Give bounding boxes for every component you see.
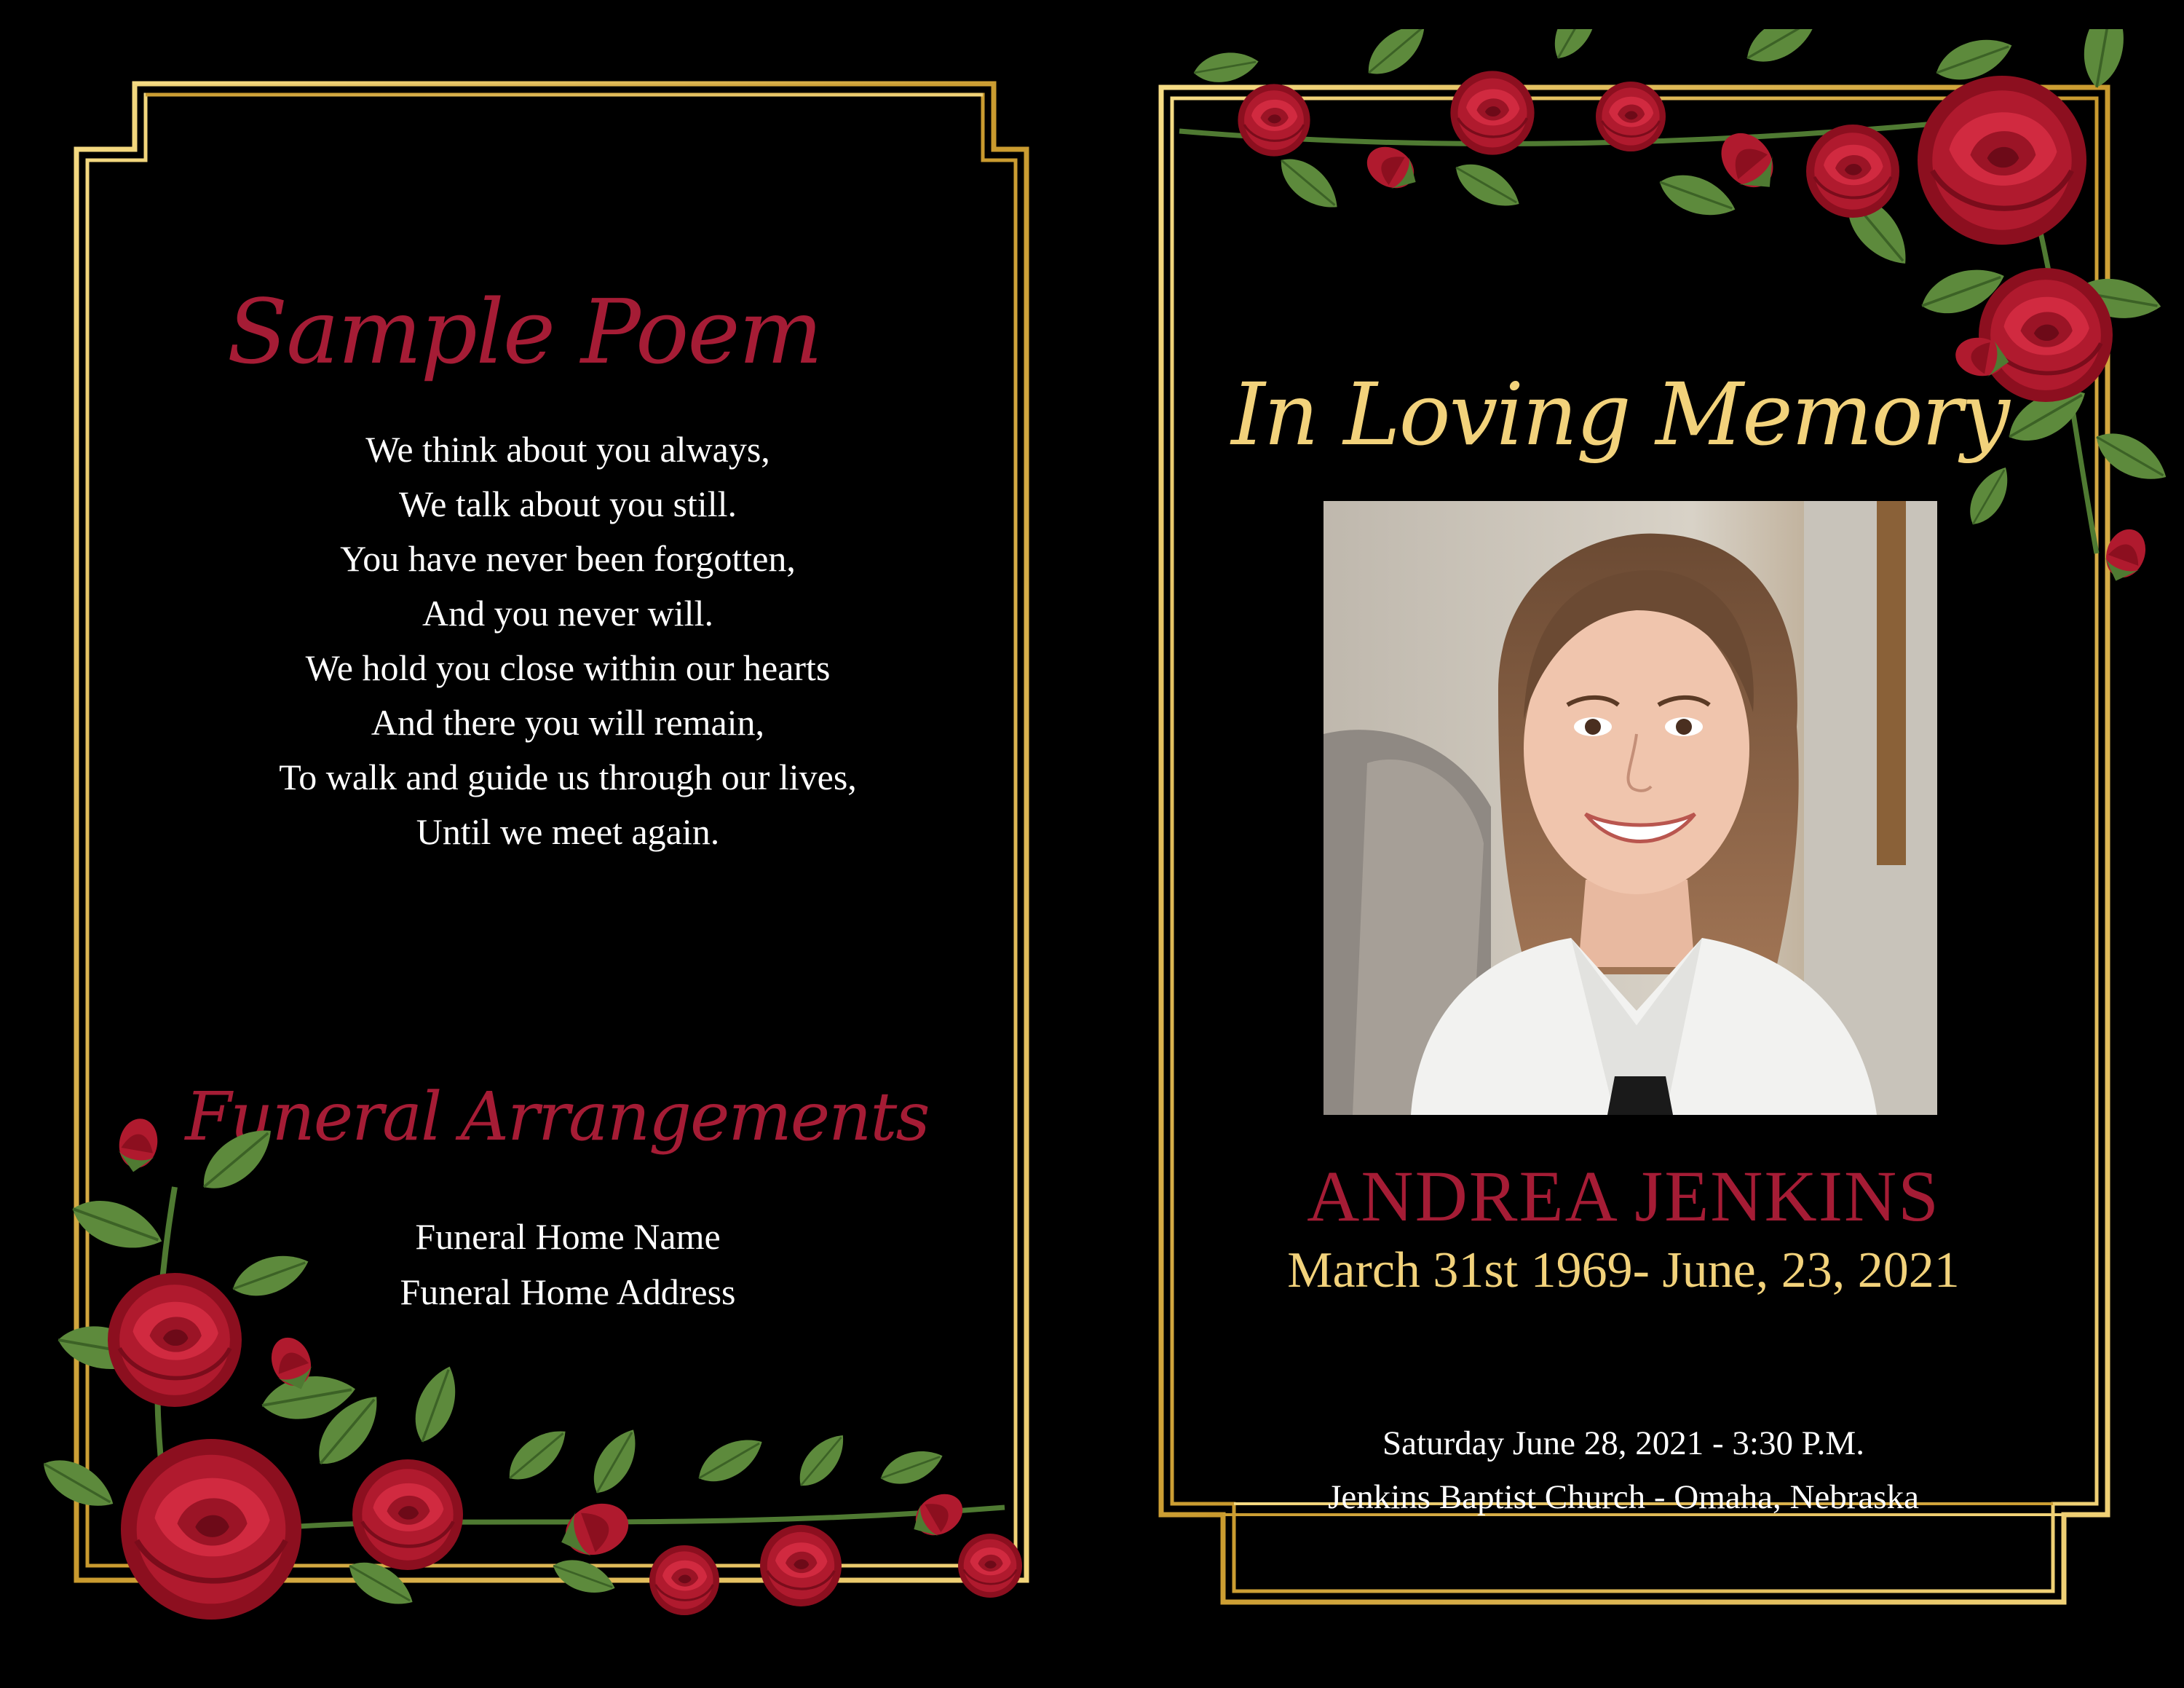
poem-line: And you never will.	[422, 593, 713, 634]
right-panel	[1092, 0, 2184, 1688]
poem-line: We talk about you still.	[399, 484, 737, 524]
deceased-name: ANDREA JENKINS	[1307, 1156, 1940, 1237]
portrait-image	[1324, 501, 1937, 1115]
poem-line: And there you will remain,	[371, 702, 765, 743]
poem-line: Until we meet again.	[416, 811, 720, 852]
funeral-home-address: Funeral Home Address	[400, 1271, 736, 1312]
in-loving-memory-title: In Loving Memory	[1231, 364, 2009, 465]
funeral-home-name: Funeral Home Name	[415, 1216, 721, 1257]
poem-line: To walk and guide us through our lives,	[279, 757, 857, 797]
service-details	[1165, 1416, 2082, 1524]
poem-line: We hold you close within our hearts	[305, 647, 831, 688]
poem-title: Sample Poem	[226, 280, 822, 384]
poem-line: You have never been forgotten,	[340, 538, 796, 579]
service-datetime: Saturday June 28, 2021 - 3:30 P.M.	[1382, 1424, 1864, 1462]
poem-text	[131, 422, 1005, 859]
service-location: Jenkins Baptist Church - Omaha, Nebraska	[1328, 1478, 1919, 1516]
arrangements-title: Funeral Arrangements	[185, 1078, 929, 1156]
life-dates: March 31st 1969- June, 23, 2021	[1287, 1242, 1960, 1298]
poem-line: We think about you always,	[365, 429, 770, 470]
portrait-photo	[1324, 501, 1937, 1115]
rose-garland-bottom-left	[44, 1100, 1048, 1668]
